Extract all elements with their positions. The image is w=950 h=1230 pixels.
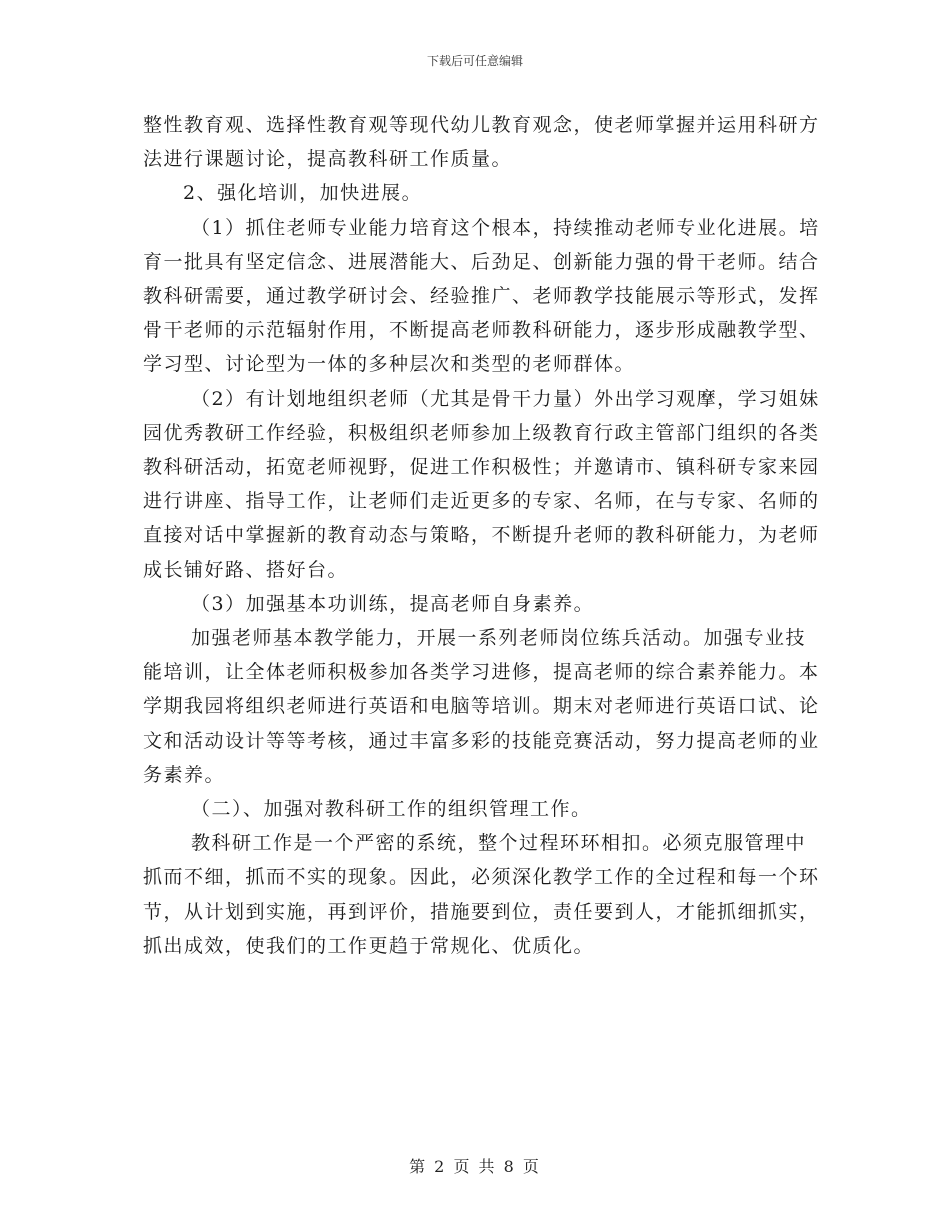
paragraph-section-heading: 2、强化培训，加快进展。 [183, 182, 423, 205]
page-header: 下载后可任意编辑 [426, 54, 523, 68]
paragraph-item-1: （1）抓住老师专业能力培育这个根本，持续推动老师专业化进展。培育一批具有坚定信念、进展潜能大、后劲足、创新能力强的骨干老师。结合教科研需要，通过教学研讨会、经验推广、老师教学技能展示等形式，发挥骨干老师的示范辐射作用，不断提高老师教科研能力，逐步形成融教学型、学习型、讨论型为一体的多种层次和类型的老师群体。 [143, 216, 820, 376]
page-footer: 第 2 页 共 8 页 [409, 1157, 541, 1176]
paragraph-subsection-body: 教科研工作是一个严密的系统，整个过程环环相扣。必须克服管理中抓而不细，抓而不实的现象。因此，必须深化教学工作的全过程和每一个环节，从计划到实施，再到评价，措施要到位，责任要到人，才能抓细抓实，抓出成效，使我们的工作更趋于常规化、优质化。 [143, 832, 820, 957]
paragraph-subsection-heading: （二）、加强对教科研工作的组织管理工作。 [191, 798, 592, 821]
paragraph-continuation: 整性教育观、选择性教育观等现代幼儿教育观念，使老师掌握并运用科研方法进行课题讨论，提高教科研工作质量。 [143, 114, 820, 171]
paragraph-item-3-body: 加强老师基本教学能力，开展一系列老师岗位练兵活动。加强专业技能培训，让全体老师积极参加各类学习进修，提高老师的综合素养能力。本学期我园将组织老师进行英语和电脑等培训。期末对老师进行英语口试、论文和活动设计等等考核，通过丰富多彩的技能竞赛活动，努力提高老师的业务素养。 [143, 627, 820, 786]
document-body [143, 108, 823, 963]
paragraph-item-3-heading: （3）加强基本功训练，提高老师自身素养。 [191, 592, 595, 615]
paragraph-item-2: （2）有计划地组织老师（尤其是骨干力量）外出学习观摩，学习姐妹园优秀教研工作经验，积极组织老师参加上级教育行政主管部门组织的各类教科研活动，拓宽老师视野，促进工作积极性；并邀请市、镇科研专家来园进行讲座、指导工作，让老师们走近更多的专家、名师，在与专家、名师的直接对话中掌握新的教育动态与策略，不断提升老师的教科研能力，为老师成长铺好路、搭好台。 [143, 387, 820, 581]
